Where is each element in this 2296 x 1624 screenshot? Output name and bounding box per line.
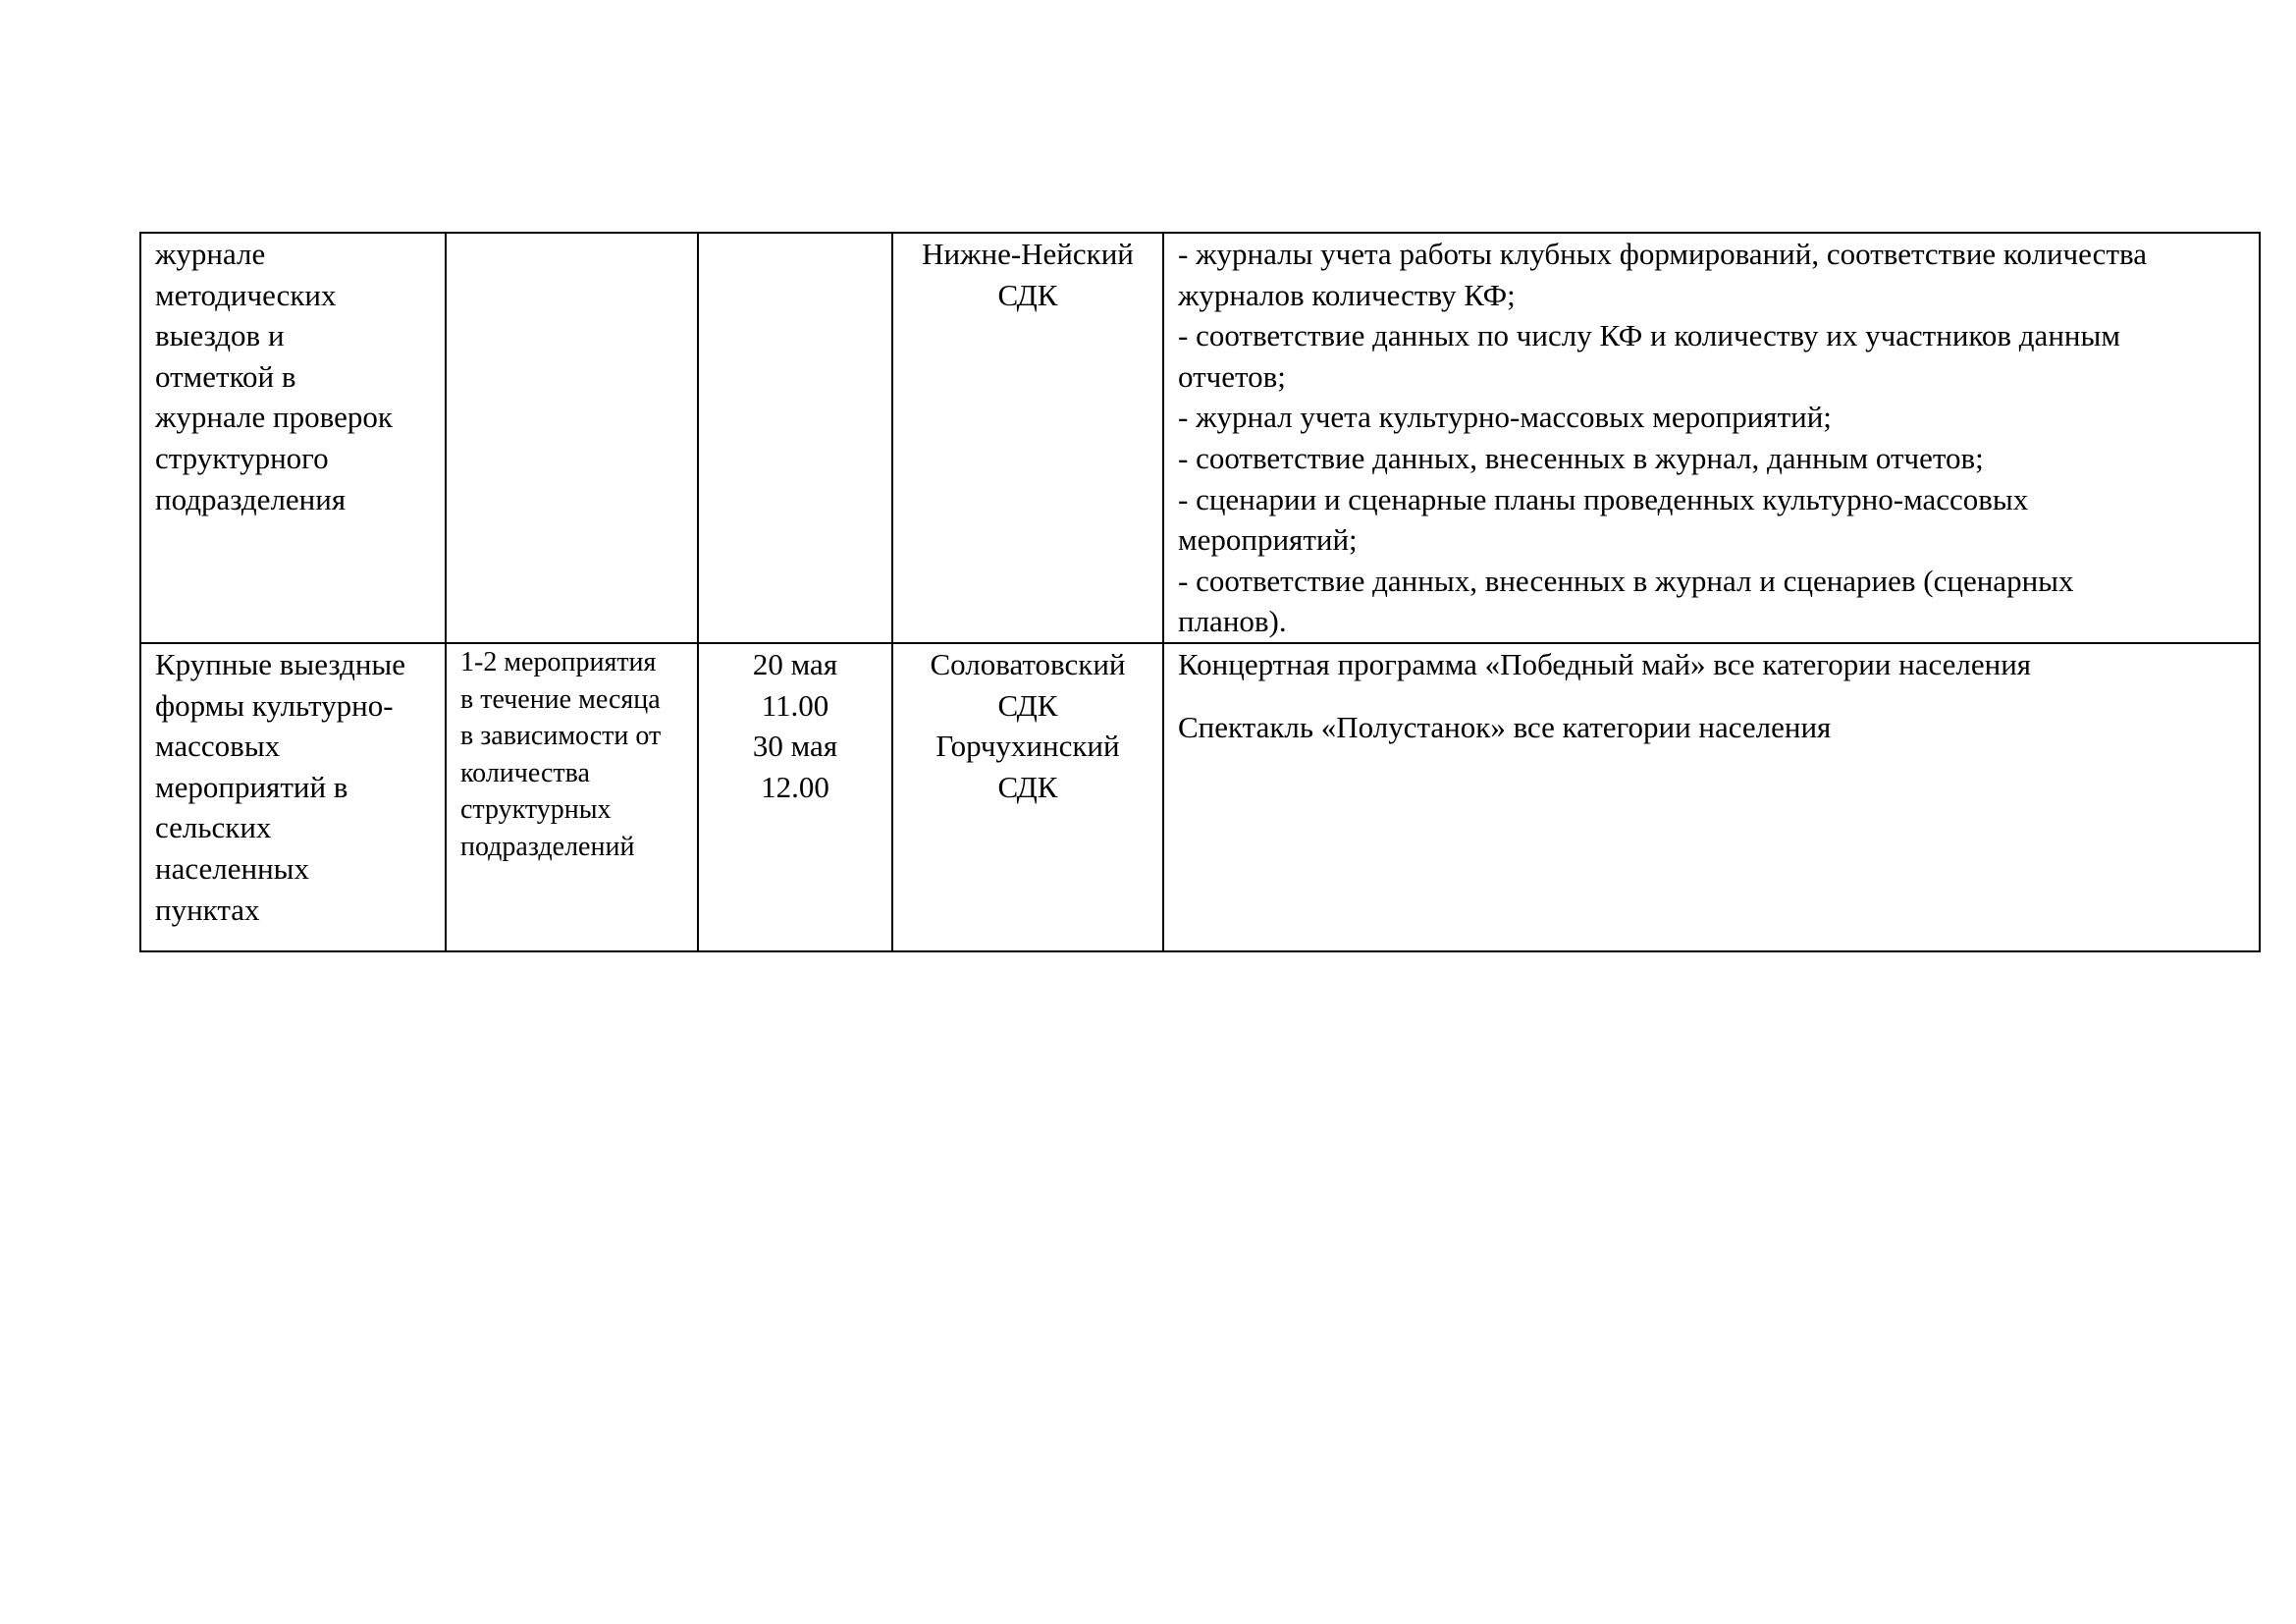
events-table (139, 232, 2261, 952)
date-cell: 20 мая 11.00 30 мая 12.00 (698, 643, 892, 951)
activity-cell: Крупные выездные формы культурно- массовых мероприятий в сельских населенных пунктах (140, 643, 446, 951)
date-cell (698, 233, 892, 643)
event-item: Спектакль «Полустанок» все категории населения (1178, 709, 1832, 744)
content-cell (1163, 643, 2260, 951)
frequency-cell: 1-2 мероприятия в течение месяца в зависимости от количества структурных подразделений (446, 643, 698, 951)
frequency-cell (446, 233, 698, 643)
activity-cell: журнале методических выездов и отметкой в журнале проверок структурного подразделения (140, 233, 446, 643)
event-item: Концертная программа «Победный май» все категории населения (1178, 647, 2032, 681)
location-cell: Соловатовский СДК Горчухинский СДК (892, 643, 1163, 951)
location-cell: Нижне-Нейский СДК (892, 233, 1163, 643)
content-cell: - журналы учета работы клубных формирований, соответствие количества журналов количеству КФ; - соответствие данных по числу КФ и количеству их участников данным отчетов; - журнал учета культурно-массовых мероприятий; - соответствие данных, внесенных в журнал, данным отчетов; - сценарии и сценарные планы проведенных культурно-массовых мероприятий; - соответствие данных, внесенных в журнал и сценариев (сценарных планов). (1163, 233, 2260, 643)
table-row (140, 233, 2260, 643)
table-row (140, 643, 2260, 951)
